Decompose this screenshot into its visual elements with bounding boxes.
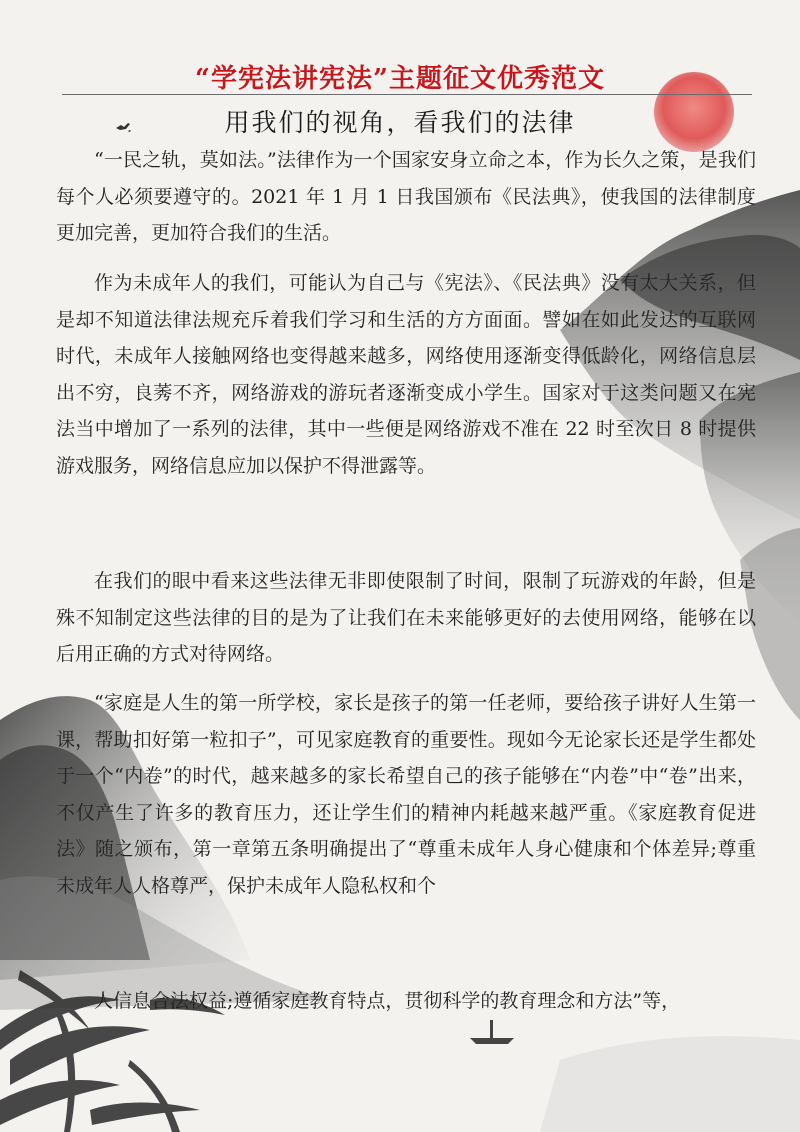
boat-icon [470,1020,514,1044]
header-divider [62,94,752,95]
paragraph-3: 在我们的眼中看来这些法律无非即使限制了时间，限制了玩游戏的年龄，但是殊不知制定这些法律的目的是为了让我们在未来能够更好的去使用网络，能够在以后用正确的方式对待网络。 [56,570,756,665]
paragraph-5: 人信息合法权益;遵循家庭教育特点，贯彻科学的教育理念和方法”等， [94,990,681,1012]
paragraph-4: “家庭是人生的第一所学校，家长是孩子的第一任老师，要给孩子讲好人生第一课，帮助扣好第一粒扣子”，可见家庭教育的重要性。现如今无论家长还是学生都处于一个“内卷”的时代，越来越多的家长希望自己的孩子能够在“内卷”中“卷”出来，不仅产生了许多的教育压力，还让学生们的精神内耗越来越严重。《家庭教育促进法》随之颁布，第一章第五条明确提出了“尊重未成年人身心健康和个体差异;尊重未成年人人格尊严，保护未成年人隐私权和个 [56,692,756,897]
header-title: “学宪法讲宪法”主题征文优秀范文 [195,64,605,94]
article-title: 用我们的视角，看我们的法律 [224,108,576,137]
paragraph-1: “一民之轨，莫如法。”法律作为一个国家安身立命之本，作为长久之策，是我们每个人必须要遵守的。2021 年 1 月 1 日我国颁布《民法典》，使我国的法律制度更加完善，更加符合我们的生活。 [56,149,756,244]
paragraph-2: 作为未成年人的我们，可能认为自己与《宪法》、《民法典》没有太大关系，但是却不知道法律法规充斥着我们学习和生活的方方面面。譬如在如此发达的互联网时代，未成年人接触网络也变得越来越多，网络使用逐渐变得低龄化，网络信息层出不穷，良莠不齐，网络游戏的游玩者逐渐变成小学生。国家对于这类问题又在宪法当中增加了一系列的法律，其中一些便是网络游戏不准在 22 时至次日 8 时提供游戏服务，网络信息应加以保护不得泄露等。 [56,272,756,477]
